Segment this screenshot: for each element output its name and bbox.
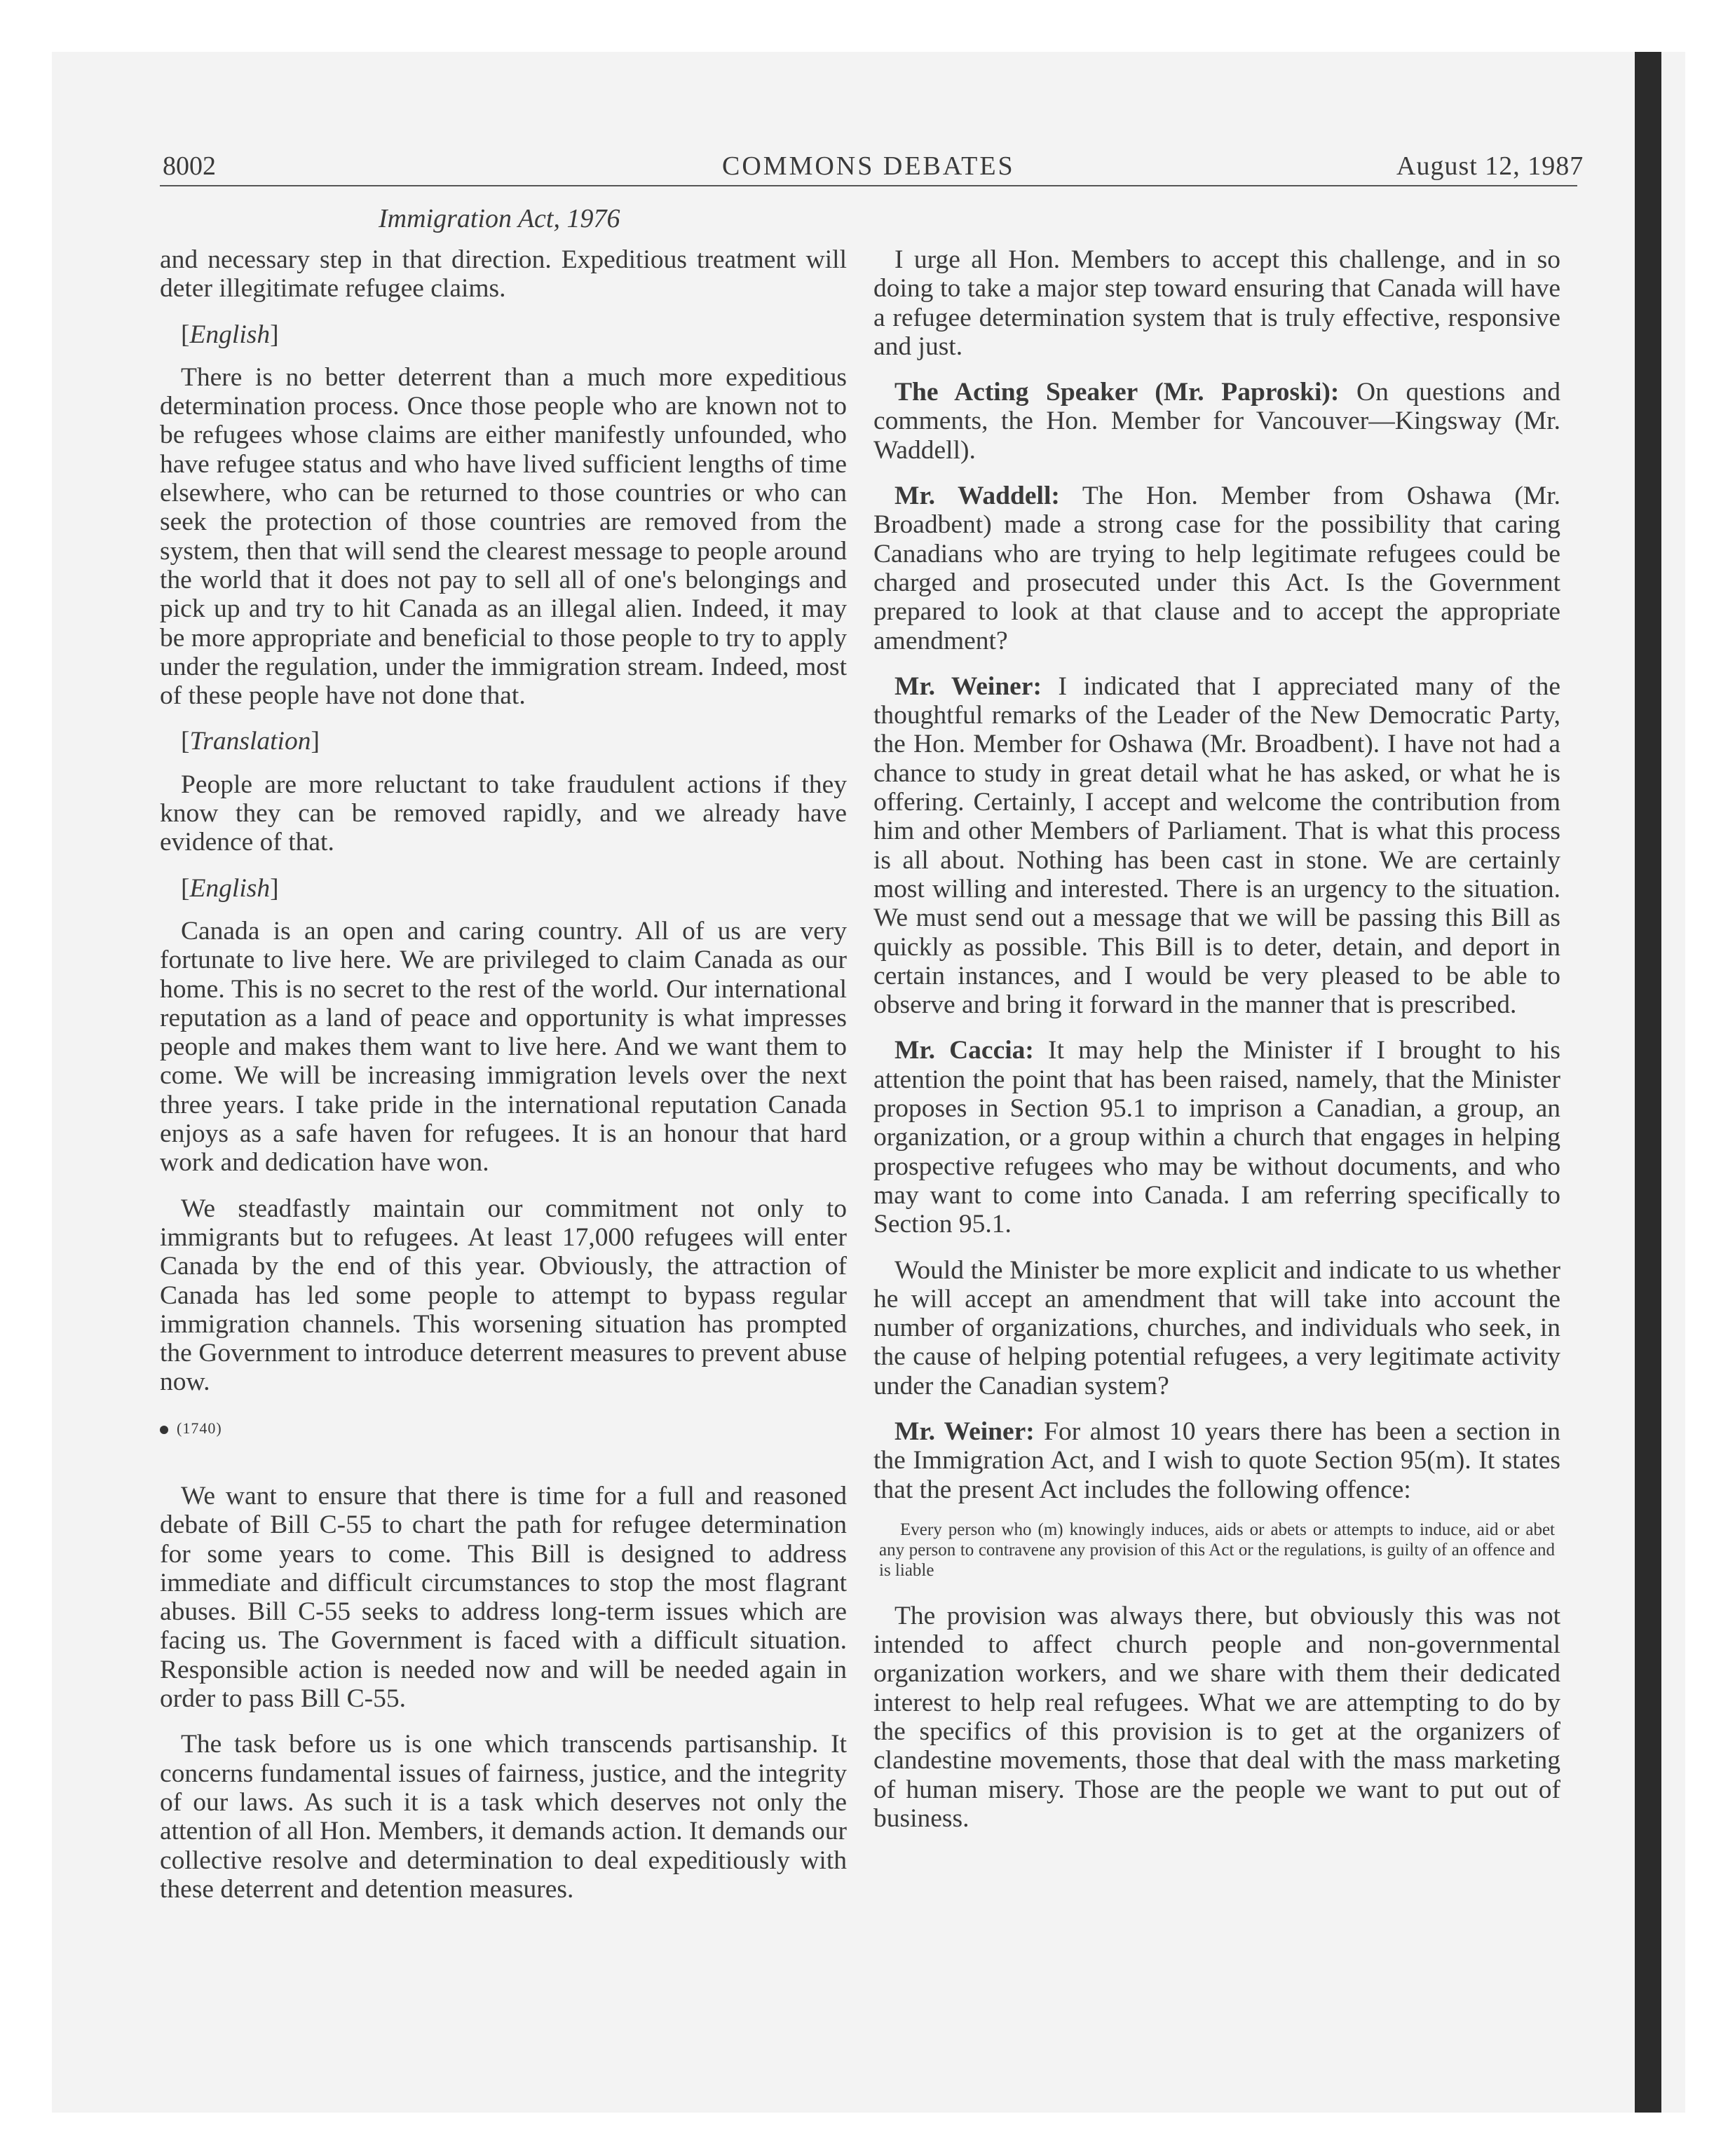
speaker-name: Mr. Caccia: bbox=[894, 1036, 1034, 1065]
page-number: 8002 bbox=[163, 151, 216, 181]
header-rule bbox=[160, 185, 1577, 186]
speech-paragraph bbox=[873, 1417, 1560, 1504]
publication-date: August 12, 1987 bbox=[1396, 151, 1584, 181]
paragraph: Would the Minister be more explicit and indicate to us whether he will accept an amendment that will take into account the number of organizations, churches, and individuals who seek, in the cause of helping potential refugees, a very legitimate activity under the Canadian system? bbox=[873, 1255, 1560, 1400]
paragraph: The task before us is one which transcends partisanship. It concerns fundamental issues of fairness, justice, and the integrity of our laws. As such it is a task which deserves not only the attention of all Hon. Members, it demands action. It demands our collective resolve and determination to deal expeditiously with these deterrent and detention measures. bbox=[160, 1730, 847, 1904]
section-subhead: Immigration Act, 1976 bbox=[379, 204, 620, 233]
language-marker: [ English ] bbox=[160, 320, 847, 349]
language-marker: [ English ] bbox=[160, 874, 847, 903]
paragraph: I urge all Hon. Members to accept this challenge, and in so doing to take a major step toward ensuring that Canada will have a refugee determination system that is truly effective, responsive and just. bbox=[873, 245, 1560, 361]
speech-paragraph bbox=[873, 1036, 1560, 1239]
paragraph: Canada is an open and caring country. All of us are very fortunate to live here. We are privileged to claim Canada as our home. This is no secret to the rest of the world. Our international reputation as a land of peace and opportunity is what impresses people and makes them want to live here. And we want them to come. We will be increasing immigration levels over the next three years. I take pride in the international reputation Canada enjoys as a safe haven for refugees. It is an honour that hard work and dedication have won. bbox=[160, 916, 847, 1178]
time-marker bbox=[160, 1414, 847, 1442]
speech-paragraph bbox=[873, 378, 1560, 465]
paragraph: There is no better deterrent than a much more expeditious determination process. Once those people who are known not to be refugees whose claims are either manifestly unfounded, who have refugee status and who have lived sufficient lengths of time elsewhere, who can be returned to those countries or who can seek the protection of those countries are removed from the system, then that will send the clearest message to people around the world that it does not pay to sell all of one's belongings and pick up and try to hit Canada as an illegal alien. Indeed, it may be more appropriate and beneficial to those people to try to apply under the regulation, under the immigration stream. Indeed, most of these people have not done that. bbox=[160, 362, 847, 711]
speaker-name: The Acting Speaker (Mr. Paproski): bbox=[894, 378, 1340, 407]
speech-paragraph bbox=[873, 672, 1560, 1020]
right-column bbox=[873, 245, 1560, 1850]
publication-title: COMMONS DEBATES bbox=[722, 151, 1015, 181]
speech-text: It may help the Minister if I brought to his attention the point that has been raised, namely, that the Minister proposes in Section 95.1 to imprison a Canadian, a group, an organization, or a group within a church that engages in helping prospective refugees who may be without documents, and who may want to come into Canada. I am referring specifically to Section 95.1. bbox=[873, 1036, 1561, 1239]
paragraph: People are more reluctant to take fraudulent actions if they know they can be removed rapidly, and we already have evidence of that. bbox=[160, 770, 847, 857]
speech-text: On questions and comments, the Hon. Member for Vancouver—Kingsway (Mr. Waddell). bbox=[873, 378, 1560, 465]
block-quote: Every person who (m) knowingly induces, aids or abets or attempts to induce, aid or abet any person to contravene any provision of this Act or the regulations, is guilty of an offence and is liable bbox=[879, 1520, 1555, 1580]
speech-text: I indicated that I appreciated many of the thoughtful remarks of the Leader of the New Democratic Party, the Hon. Member for Oshawa (Mr. Broadbent). I have not had a chance to study in great detail what he has asked, or what he is offering. Certainly, I accept and welcome the contribution from him and other Members of Parliament. That is what this process is all about. Nothing has been cast in stone. We are certainly most willing and interested. There is an urgency to the situation. We must send out a message that we will be passing this Bill as quickly as possible. This Bill is to deter, detain, and deport in certain instances, and I would be very pleased to be able to observe and bring it forward in the manner that is prescribed. bbox=[873, 671, 1560, 1020]
paragraph: We steadfastly maintain our commitment not only to immigrants but to refugees. At least 17,000 refugees will enter Canada by the end of this year. Obviously, the attraction of Canada has led some people to attempt to bypass regular immigration channels. This worsening situation has prompted the Government to introduce deterrent measures to prevent abuse now. bbox=[160, 1194, 847, 1397]
paragraph: We want to ensure that there is time for a full and reasoned debate of Bill C-55 to chart the path for refugee determination for some years to come. This Bill is designed to address immediate and difficult circumstances to stop the most flagrant abuses. Bill C-55 seeks to address long-term issues which are facing us. The Government is faced with a difficult situation. Responsible action is needed now and will be needed again in order to pass Bill C-55. bbox=[160, 1481, 847, 1714]
left-column bbox=[160, 245, 847, 1920]
speech-text: For almost 10 years there has been a section in the Immigration Act, and I wish to quote Section 95(m). It states that the present Act includes the following offence: bbox=[873, 1417, 1560, 1504]
bullet-dot bbox=[160, 1426, 168, 1434]
speech-paragraph bbox=[873, 482, 1560, 655]
time-marker-text: (1740) bbox=[177, 1419, 222, 1437]
paragraph: and necessary step in that direction. Expeditious treatment will deter illegitimate refugee claims. bbox=[160, 245, 847, 303]
speech-text: The Hon. Member from Oshawa (Mr. Broadbent) made a strong case for the possibility that caring Canadians who are trying to help legitimate refugees could be charged and prosecuted under this Act. Is the Government prepared to look at that clause and to accept the appropriate amendment? bbox=[873, 482, 1560, 655]
speaker-name: Mr. Weiner: bbox=[894, 671, 1042, 701]
paragraph: The provision was always there, but obviously this was not intended to affect church people and non-governmental organization workers, and we share with them their dedicated interest to help real refugees. What we are attempting to do by the specifics of this provision is to get at the organizers of clandestine movements, those that deal with the mass marketing of human misery. Those are the people we want to put out of business. bbox=[873, 1601, 1560, 1833]
language-marker: [ Translation ] bbox=[160, 727, 847, 756]
speaker-name: Mr. Waddell: bbox=[894, 482, 1060, 511]
speaker-name: Mr. Weiner: bbox=[894, 1417, 1035, 1446]
